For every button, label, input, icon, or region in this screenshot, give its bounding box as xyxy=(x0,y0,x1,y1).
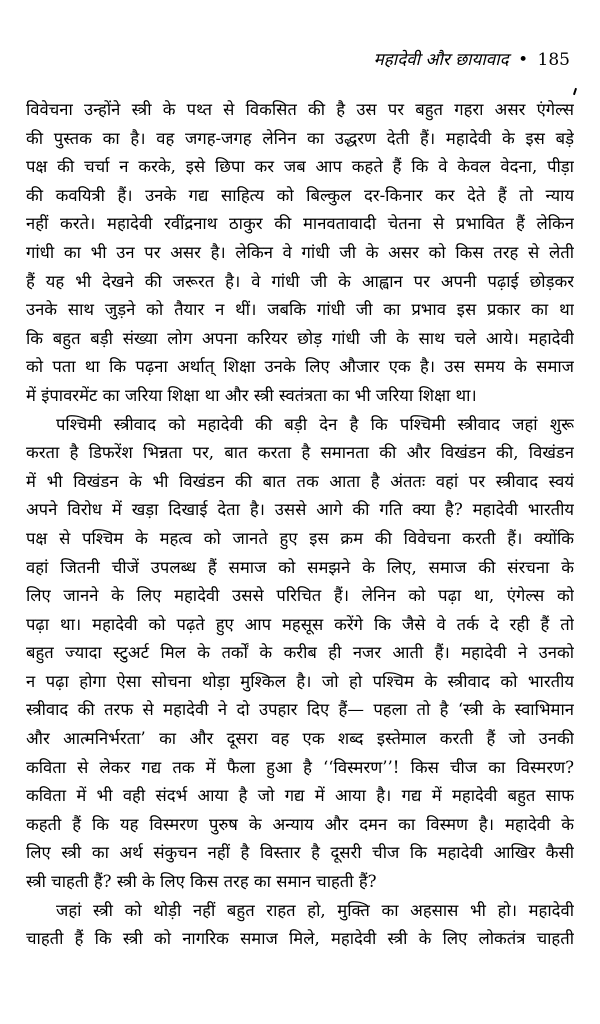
text-line: लिए स्त्री का अर्थ संकुचन नहीं है विस्तार है दूसरी चीज कि महादेवी आखिर कैसी xyxy=(26,843,574,863)
text-line: की पुस्तक का है। वह जगह-जगह लेनिन का उद्धरण देती हैं। महादेवी के इस बड़े xyxy=(26,128,574,148)
text-line: में इंपावरमेंट का जरिया शिक्षा था और स्त्री स्वतंत्रता का भी जरिया शिक्षा था। xyxy=(26,385,477,405)
text-line: पढ़ा था। महादेवी को पढ़ते हुए आप महसूस करेंगे कि जैसे वे तर्क दे रही हैं तो xyxy=(26,614,574,634)
text-line: बहुत ज्यादा स्टुअर्ट मिल के तर्कों के करीब ही नजर आती हैं। महादेवी ने उनको xyxy=(26,643,574,663)
text-line: पक्ष की चर्चा न करके, इसे छिपा कर जब आप कहते हैं कि वे केवल वेदना, पीड़ा xyxy=(26,157,574,177)
paragraph-2 xyxy=(26,411,574,897)
text-line: वहां जितनी चीजें उपलब्ध हैं समाज को समझने के लिए, समाज की संरचना के xyxy=(26,557,574,577)
text-line: में भी विखंडन के भी विखंडन की बात तक आता है अंततः वहां पर स्त्रीवाद स्वयं xyxy=(26,471,574,491)
text-line: हैं यह भी देखने की जरूरत है। वे गांधी जी के आह्वान पर अपनी पढ़ाई छोड़कर xyxy=(26,271,574,291)
text-line: पक्ष से पश्चिम के महत्व को जानते हुए इस क्रम की विवेचना करती हैं। क्योंकि xyxy=(26,528,574,548)
text-line: गांधी का भी उन पर असर है। लेकिन वे गांधी जी के असर को किस तरह से लेती xyxy=(26,242,574,262)
chapter-title: महादेवी और छायावाद xyxy=(373,50,509,70)
running-header xyxy=(374,48,570,72)
text-line: स्त्रीवाद की तरफ से महादेवी ने दो उपहार दिए हैं— पहला तो है ‘स्त्री के स्वाभिमान xyxy=(26,700,574,720)
header-separator: • xyxy=(518,50,529,70)
text-line: कविता में भी वही संदर्भ आया है जो गद्य में आया है। गद्य में महादेवी बहुत साफ xyxy=(26,786,574,806)
text-line: कहती हैं कि यह विस्मरण पुरुष के अन्याय और दमन का विस्मण है। महादेवी के xyxy=(26,814,574,834)
pen-mark xyxy=(573,88,577,95)
text-line: स्त्री चाहती हैं? स्त्री के लिए किस तरह का समान चाहती हैं? xyxy=(26,872,377,892)
text-line: और आत्मनिर्भरता’ का और दूसरा वह एक शब्द इस्तेमाल करती हैं जो उनकी xyxy=(26,729,574,749)
text-line: पश्चिमी स्त्रीवाद को महादेवी की बड़ी देन है कि पश्चिमी स्त्रीवाद जहां शुरू xyxy=(56,414,574,434)
text-line: चाहती हैं कि स्त्री को नागरिक समाज मिले, महादेवी स्त्री के लिए लोकतंत्र चाहती xyxy=(26,929,574,949)
text-line: अपने विरोध में खड़ा दिखाई देता है। उससे आगे की गति क्या है? महादेवी भारतीय xyxy=(26,500,574,520)
text-line: विवेचना उन्होंने स्त्री के पथ्त से विकसित की है उस पर बहुत गहरा असर एंगेल्स xyxy=(26,100,574,119)
paragraph-1 xyxy=(26,96,574,411)
paragraph-3 xyxy=(26,897,574,954)
text-line: न पढ़ा होगा ऐसा सोचना थोड़ा मुश्किल है। जो हो पश्चिम के स्त्रीवाद को भारतीय xyxy=(26,671,574,691)
text-line: को पता था कि पढ़ना अर्थात् शिक्षा उनके लिए औजार एक है। उस समय के समाज xyxy=(26,357,574,377)
body-text xyxy=(26,96,574,954)
text-line: जहां स्त्री को थोड़ी नहीं बहुत राहत हो, मुक्ति का अहसास भी हो। महादेवी xyxy=(56,900,574,920)
text-line: करता है डिफरेंश भिन्नता पर, बात करता है समानता की और विखंडन की, विखंडन xyxy=(26,443,574,463)
text-line: की कवयित्री हैं। उनके गद्य साहित्य को बिल्कुल दर-किनार कर देते हैं तो न्याय xyxy=(26,185,574,205)
page-number: 185 xyxy=(537,50,570,70)
text-line: नहीं करते। महादेवी रवींद्रनाथ ठाकुर की मानवतावादी चेतना से प्रभावित हैं लेकिन xyxy=(26,214,574,234)
text-line: लिए जानने के लिए महादेवी उससे परिचित हैं। लेनिन को पढ़ा था, एंगेल्स को xyxy=(26,586,574,606)
text-line: उनके साथ जुड़ने को तैयार न थीं। जबकि गांधी जी का प्रभाव इस प्रकार का था xyxy=(26,300,574,320)
text-line: कि बहुत बड़ी संख्या लोग अपना करियर छोड़ गांधी जी के साथ चले आये। महादेवी xyxy=(26,328,574,348)
text-line: कविता से लेकर गद्य तक में फैला हुआ है ‘‘विस्मरण’’! किस चीज का विस्मरण? xyxy=(26,757,574,777)
